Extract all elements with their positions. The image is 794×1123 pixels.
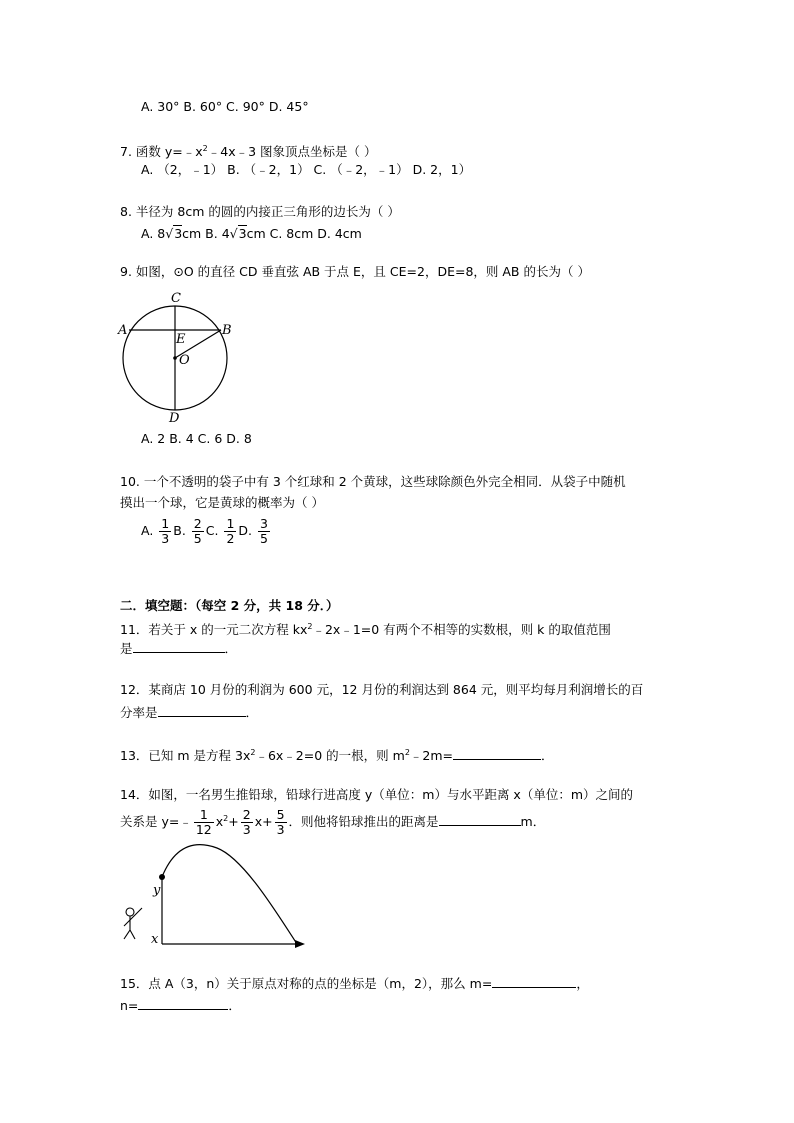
fraction-denominator: 3 [242, 822, 251, 837]
q7-stem [120, 141, 377, 160]
q14-line2-pre: 关系是 y=﹣ [120, 814, 192, 829]
q15-n-answer-blank[interactable] [138, 997, 228, 1010]
q10-label-c: C. [205, 523, 219, 538]
label-e: E [176, 332, 186, 347]
q9-stem: 9. 如图，⊙O 的直径 CD 垂直弦 AB 于点 E，且 CE=2，DE=8，则 AB 的长为（ ） [120, 264, 590, 279]
q12-line2-pre: 分率是 [120, 705, 158, 720]
fraction-numerator: 2 [242, 807, 251, 822]
q10-label-a: A. [141, 523, 154, 538]
label-b: B [222, 323, 232, 338]
q13-exp2: 2 [404, 748, 410, 757]
q14-line2-end: m． [520, 814, 546, 829]
fraction-denominator: 3 [276, 822, 285, 837]
q10-options [141, 517, 272, 546]
q11-line2 [120, 640, 237, 657]
q10-option-b [192, 517, 204, 546]
label-d: D [169, 411, 180, 426]
label-o: O [179, 353, 190, 368]
fraction-numerator: 1 [194, 808, 214, 823]
q14-line2-mid: ．则他将铅球推出的距离是 [288, 814, 439, 829]
q15-line1-pre: 15．点 A（3，n）关于原点对称的点的坐标是（m，2），那么 m= [120, 976, 493, 991]
q14-xplus: x+ [254, 814, 273, 829]
q11-line1 [120, 619, 611, 638]
q13-post: ﹣2m= [409, 748, 454, 764]
q14-plus1: + [228, 814, 239, 829]
q13-end: ． [541, 748, 554, 764]
q15-line1 [120, 975, 589, 992]
q15-line2-pre: n= [120, 998, 139, 1013]
q14-fraction-2 [241, 808, 253, 837]
fraction-numerator: 1 [161, 516, 170, 531]
q14-shot-put-figure [115, 840, 315, 952]
fraction-numerator: 5 [276, 807, 285, 822]
q10-stem-line1: 10. 一个不透明的袋子中有 3 个红球和 2 个黄球，这些球除颜色外完全相同．从袋子中随机 [120, 474, 626, 489]
center-point [173, 356, 177, 360]
fraction-denominator: 5 [193, 531, 202, 546]
fraction-denominator: 12 [195, 822, 212, 837]
q7-stem-exp: 2 [202, 144, 208, 153]
q14-answer-blank[interactable] [439, 813, 521, 826]
section2-title: 二．填空题：（每空 2 分，共 18 分．） [120, 598, 339, 613]
trajectory-curve [162, 845, 297, 944]
q8-options [141, 226, 362, 242]
q12-line1: 12．某商店 10 月份的利润为 600 元，12 月份的利润达到 864 元，则平均每月利润增长的百 [120, 682, 644, 697]
shot-put-ball [159, 874, 165, 880]
label-x: x [151, 932, 159, 947]
q13-line [120, 745, 554, 764]
q14-x2: x [215, 814, 224, 829]
q9-circle-figure [115, 288, 245, 428]
q7-stem-pre: 7. 函数 y=﹣x [120, 144, 203, 160]
q10-label-d: D. [238, 523, 252, 538]
q15-m-answer-blank[interactable] [492, 975, 576, 988]
q12-answer-blank[interactable] [158, 704, 246, 717]
q11-line2-post: ． [224, 641, 238, 656]
q10-option-a [159, 517, 171, 546]
label-c: C [171, 291, 181, 306]
q15-line2-post: ． [228, 998, 241, 1013]
fraction-denominator: 3 [161, 531, 170, 546]
q14-line2 [120, 808, 545, 837]
q11-line2-pre: 是 [120, 641, 133, 656]
q8-opt-b-radicand: 3 [238, 226, 247, 241]
q8-opt-a-radicand: 3 [174, 226, 183, 241]
q7-stem-post: ﹣4x﹣3 图象顶点坐标是（ ） [207, 144, 377, 160]
q8-stem: 8. 半径为 8cm 的圆的内接正三角形的边长为（ ） [120, 204, 400, 219]
fraction-denominator: 2 [226, 531, 235, 546]
q11-answer-blank[interactable] [133, 640, 225, 653]
sqrt-icon: √ [229, 226, 238, 241]
q15-line2 [120, 997, 241, 1014]
q15-line1-post: ， [576, 976, 589, 991]
q10-stem-line2: 摸出一个球，它是黄球的概率为（ ） [120, 495, 324, 510]
label-a: A [118, 323, 128, 338]
q14-line1: 14．如图，一名男生推铅球，铅球行进高度 y（单位：m）与水平距离 x（单位：m）之间的 [120, 787, 634, 802]
q14-exp: 2 [223, 813, 229, 823]
q12-line2-post: ． [245, 705, 259, 720]
q13-mid: ﹣6x﹣2=0 的一根，则 m [255, 748, 405, 764]
q13-answer-blank[interactable] [453, 747, 541, 760]
q12-line2 [120, 704, 258, 721]
q8-opt-a-post: cm B. 4 [182, 226, 230, 241]
fraction-numerator: 3 [259, 516, 268, 531]
fraction-denominator: 5 [259, 531, 268, 546]
stick-figure-icon [124, 908, 142, 939]
q14-fraction-3 [275, 808, 287, 837]
q10-option-c [224, 517, 236, 546]
q11-line1-post: ﹣2x﹣1=0 有两个不相等的实数根，则 k 的取值范围 [312, 622, 611, 638]
q8-opt-rest: cm C. 8cm D. 4cm [246, 226, 362, 241]
q14-fraction-1 [194, 808, 214, 837]
q6-options: A. 30° B. 60° C. 90° D. 45° [141, 99, 309, 114]
sqrt-icon: √ [165, 226, 174, 241]
q11-line1-pre: 11．若关于 x 的一元二次方程 kx [120, 622, 308, 638]
label-y: y [153, 883, 161, 898]
q7-options: A. （2，﹣1） B. （﹣2，1） C. （﹣2，﹣1） D. 2，1） [141, 162, 472, 177]
q13-exp1: 2 [250, 748, 256, 757]
q11-line1-exp: 2 [307, 622, 313, 631]
q13-pre: 13．已知 m 是方程 3x [120, 748, 251, 764]
q9-options: A. 2 B. 4 C. 6 D. 8 [141, 431, 252, 446]
q10-option-d [258, 517, 270, 546]
fraction-numerator: 1 [226, 516, 235, 531]
q10-label-b: B. [173, 523, 186, 538]
q8-opt-a-pre: A. 8 [141, 226, 166, 241]
fraction-numerator: 2 [193, 516, 202, 531]
